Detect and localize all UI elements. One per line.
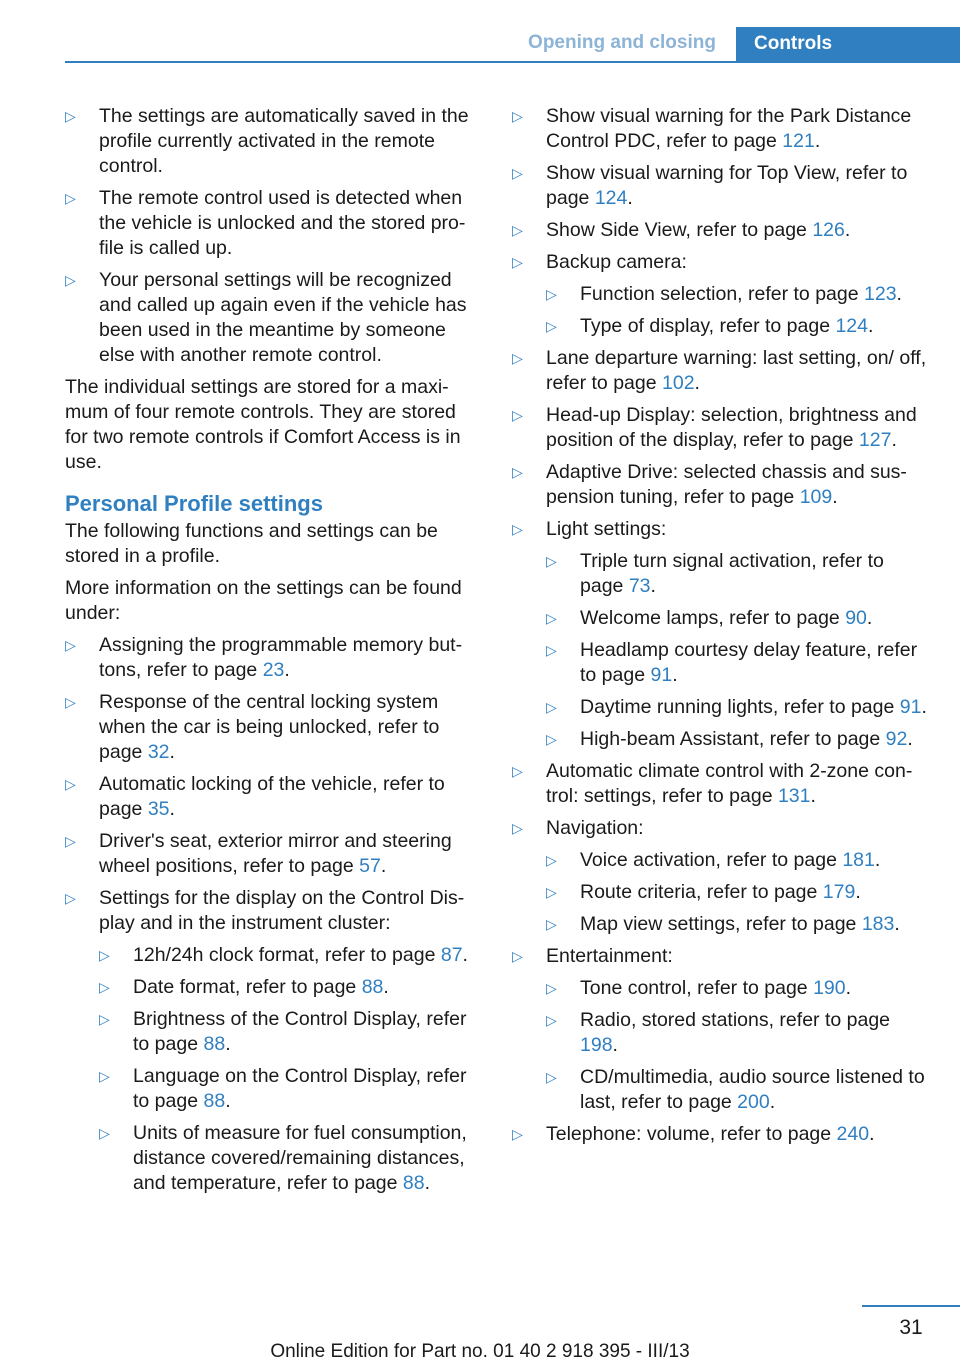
page-link[interactable]: 121 — [782, 130, 815, 152]
list-item: ▷ Your personal settings will be recognized and called up again even if the vehicle has been used in the meantime by someone else with another remote control. — [65, 268, 477, 368]
page-link[interactable]: 198 — [580, 1034, 613, 1056]
sub-list-item: ▷ Welcome lamps, refer to page 90. — [546, 606, 930, 631]
list-item: ▷ Light settings: ▷ Triple turn signal activation, refer to page 73. ▷ Welcome lamps, refer to page 90. ▷ Headlamp courtesy delay feature, refer to page 91. ▷ Daytime running lights, refer to page 91. ▷ High-beam Assistant, refer to page 92. — [512, 517, 930, 752]
page-link[interactable]: 88 — [402, 1172, 425, 1194]
page-link[interactable]: 126 — [812, 219, 845, 241]
page-link[interactable]: 124 — [594, 187, 628, 209]
sub-list-item: ▷ Type of display, refer to page 124. — [546, 314, 930, 339]
right-column — [512, 104, 930, 1154]
list-item: ▷ Adaptive Drive: selected chassis and sus-pension tuning, refer to page 109. — [512, 460, 930, 510]
sub-list-item: ▷ Route criteria, refer to page 179. — [546, 880, 930, 905]
section-heading: Personal Profile settings — [65, 491, 323, 516]
sub-list-item: ▷ Radio, stored stations, refer to page 198. — [546, 1008, 930, 1058]
page-link[interactable]: 91 — [650, 664, 673, 686]
page-link[interactable]: 109 — [799, 486, 833, 508]
list-item: ▷ Head-up Display: selection, brightness and position of the display, refer to page 127. — [512, 403, 930, 453]
list-item: ▷ The settings are automatically saved in the profile currently activated in the remote control. — [65, 104, 477, 179]
sub-list-item: ▷ Function selection, refer to page 123. — [546, 282, 930, 307]
list-item: ▷ Driver's seat, exterior mirror and steering wheel positions, refer to page 57. — [65, 829, 477, 879]
page-link[interactable]: 92 — [885, 728, 908, 750]
page-link[interactable]: 123 — [864, 283, 897, 305]
page-number-rule — [862, 1305, 960, 1307]
page-link[interactable]: 91 — [899, 696, 922, 718]
page-link[interactable]: 190 — [813, 977, 846, 999]
page-link[interactable]: 35 — [147, 798, 170, 820]
sub-list-item: ▷ CD/multimedia, audio source listened to last, refer to page 200. — [546, 1065, 930, 1115]
page-link[interactable]: 57 — [359, 855, 381, 877]
left-column — [65, 104, 477, 1203]
page-link[interactable]: 23 — [262, 659, 285, 681]
list-item: ▷ Backup camera: ▷ Function selection, refer to page 123. ▷ Type of display, refer to page 124. — [512, 250, 930, 339]
sub-list-item: ▷ Brightness of the Control Display, refer to page 88. — [99, 1007, 477, 1057]
sub-list-item: ▷ Date format, refer to page 88. — [99, 975, 477, 1000]
page-link[interactable]: 181 — [842, 849, 875, 871]
page-link[interactable]: 88 — [203, 1033, 226, 1055]
edition-footer: Online Edition for Part no. 01 40 2 918 395 - III/13 — [270, 1341, 690, 1362]
sub-list-item: ▷ Voice activation, refer to page 181. — [546, 848, 930, 873]
page-link[interactable]: 183 — [861, 913, 895, 935]
sub-list-item: ▷ High-beam Assistant, refer to page 92. — [546, 727, 930, 752]
section-tab[interactable]: Opening and closing — [528, 32, 716, 53]
list-item: ▷ Settings for the display on the Control Dis-play and in the instrument cluster: ▷ 12h/24h clock format, refer to page 87. ▷ Date format, refer to page 88. ▷ Brightness of the Control Display, refer to page 88. ▷ Language on the Control Display, refer to page 88. ▷ Units of measure for fuel consumption, distance covered/remaining distances, and temperature, refer to page 88. — [65, 886, 477, 1196]
page-link[interactable]: 32 — [147, 741, 170, 763]
storage-paragraph: The individual settings are stored for a maxi-mum of four remote controls. They are stored for two remote controls if Comfort Access is in use. — [65, 376, 461, 473]
list-item: ▷ Navigation: ▷ Voice activation, refer to page 181. ▷ Route criteria, refer to page 179. ▷ Map view settings, refer to page 183. — [512, 816, 930, 937]
page-link[interactable]: 124 — [835, 315, 868, 337]
page-number: 31 — [899, 1316, 923, 1339]
page-link[interactable]: 179 — [822, 881, 856, 903]
header-rule — [65, 61, 960, 63]
list-item: ▷ Show visual warning for Top View, refer to page 124. — [512, 161, 930, 211]
sub-list-item: ▷ Map view settings, refer to page 183. — [546, 912, 930, 937]
intro-paragraph: The following functions and settings can be stored in a profile. — [65, 520, 438, 567]
list-item: ▷ Automatic climate control with 2-zone con-trol: settings, refer to page 131. — [512, 759, 930, 809]
page-link[interactable]: 131 — [777, 785, 811, 807]
page-link[interactable]: 90 — [845, 607, 867, 629]
sub-list-item: ▷ 12h/24h clock format, refer to page 87. — [99, 943, 477, 968]
sub-list-item: ▷ Headlamp courtesy delay feature, refer to page 91. — [546, 638, 930, 688]
sub-list-item: ▷ Daytime running lights, refer to page 91. — [546, 695, 930, 720]
list-item: ▷ Show Side View, refer to page 126. — [512, 218, 930, 243]
list-item: ▷ Telephone: volume, refer to page 240. — [512, 1122, 930, 1147]
list-item: ▷ Show visual warning for the Park Distance Control PDC, refer to page 121. — [512, 104, 930, 154]
page-link[interactable]: 240 — [836, 1123, 870, 1145]
page-link[interactable]: 88 — [203, 1090, 226, 1112]
list-item: ▷ Automatic locking of the vehicle, refer to page 35. — [65, 772, 477, 822]
sub-list-item: ▷ Tone control, refer to page 190. — [546, 976, 930, 1001]
list-item: ▷ The remote control used is detected when the vehicle is unlocked and the stored pro-file is called up. — [65, 186, 477, 261]
list-item: ▷ Lane departure warning: last setting, on/ off, refer to page 102. — [512, 346, 930, 396]
page-link[interactable]: 87 — [440, 944, 463, 966]
sub-list-item: ▷ Units of measure for fuel consumption, distance covered/remaining distances, and temperature, refer to page 88. — [99, 1121, 477, 1196]
chapter-tab[interactable]: Controls — [736, 27, 960, 63]
sub-list-item: ▷ Triple turn signal activation, refer to page 73. — [546, 549, 930, 599]
page-link[interactable]: 127 — [858, 429, 892, 451]
page-link[interactable]: 102 — [662, 372, 695, 394]
list-item: ▷ Response of the central locking system when the car is being unlocked, refer to page 32. — [65, 690, 477, 765]
reference-paragraph: More information on the settings can be found under: — [65, 577, 462, 624]
page-link[interactable]: 88 — [361, 976, 384, 998]
page-link[interactable]: 200 — [737, 1091, 770, 1113]
sub-list-item: ▷ Language on the Control Display, refer to page 88. — [99, 1064, 477, 1114]
list-item: ▷ Assigning the programmable memory but-tons, refer to page 23. — [65, 633, 477, 683]
list-item: ▷ Entertainment: ▷ Tone control, refer to page 190. ▷ Radio, stored stations, refer to page 198. ▷ CD/multimedia, audio source listened to last, refer to page 200. — [512, 944, 930, 1115]
page-link[interactable]: 73 — [628, 575, 651, 597]
